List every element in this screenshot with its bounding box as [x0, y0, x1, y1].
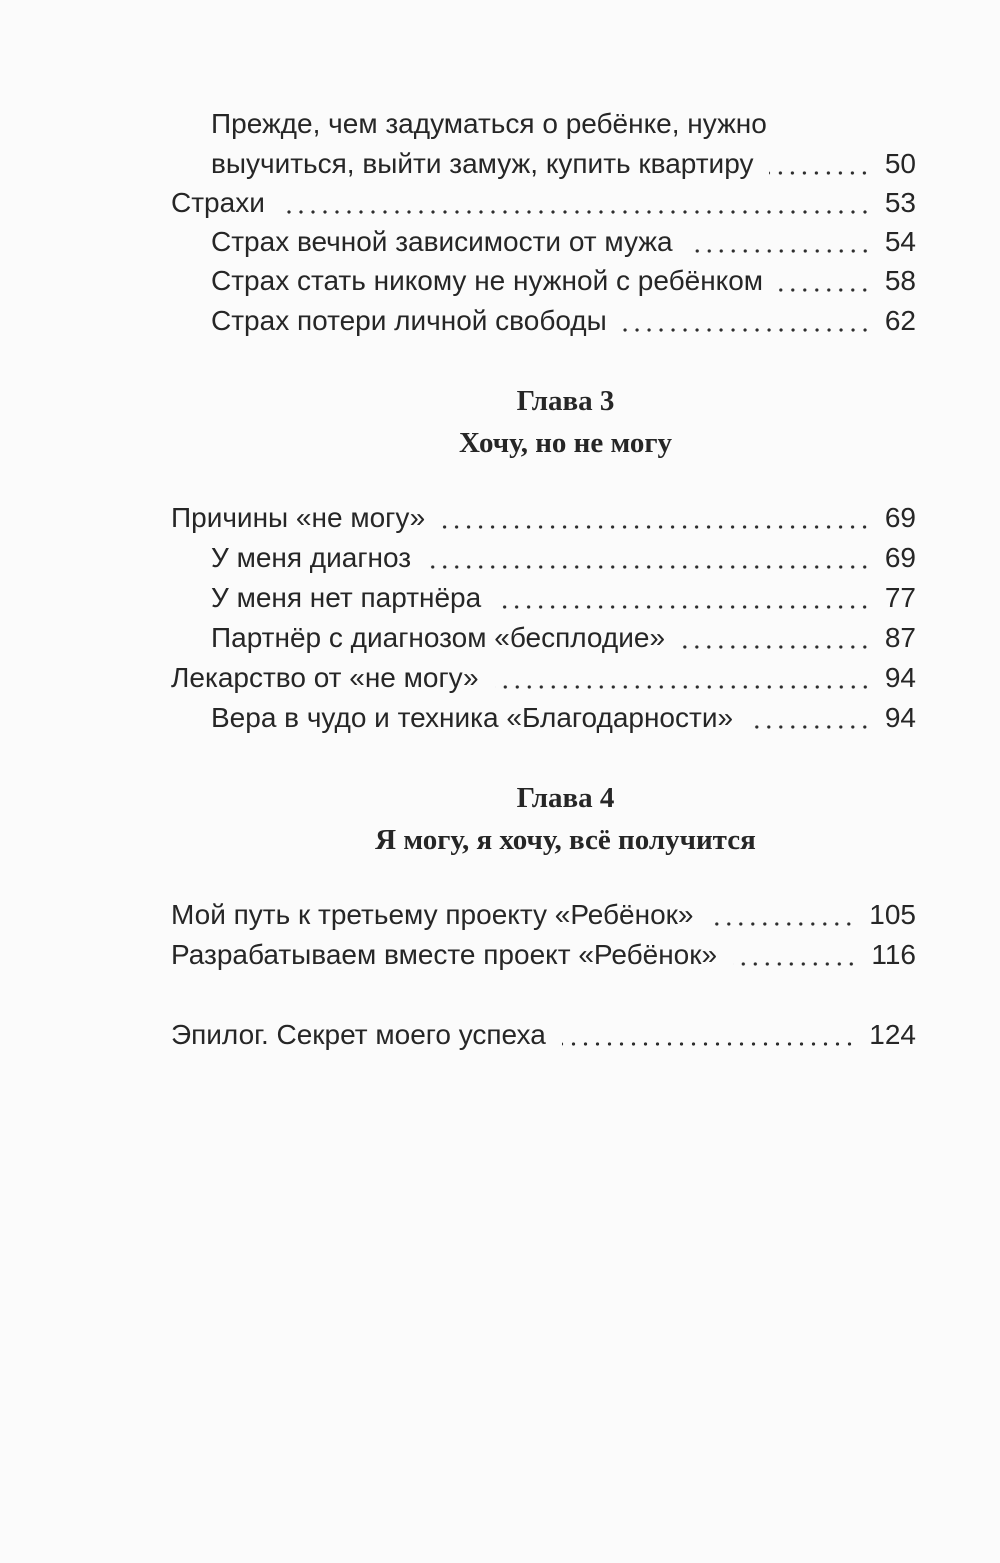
toc-entry-epilogue[interactable] — [171, 1015, 916, 1055]
dot-leader — [689, 247, 871, 255]
toc-entry[interactable] — [211, 222, 916, 262]
toc-page-number: 50 — [884, 148, 916, 179]
dot-leader — [749, 723, 871, 731]
toc-entry-title: Вера в чудо и техника «Благодарности» — [211, 702, 734, 733]
toc-entry-title: выучиться, выйти замуж, купить квартиру — [211, 148, 754, 179]
toc-entry[interactable] — [171, 498, 916, 538]
toc-entry-title: Страхи — [171, 187, 265, 218]
toc-page-number: 116 — [871, 939, 916, 970]
toc-page-number: 105 — [869, 899, 916, 930]
toc-entry[interactable] — [211, 301, 916, 341]
dot-leader — [427, 563, 871, 571]
toc-page-number: 124 — [869, 1019, 916, 1050]
dot-leader — [681, 643, 871, 651]
dot-leader — [495, 683, 871, 691]
chapter-label: Глава 4 — [516, 782, 615, 814]
toc-page-number: 94 — [884, 702, 916, 733]
toc-entry[interactable] — [211, 144, 916, 184]
toc-entry-title: Разрабатываем вместе проект «Ребёнок» — [171, 939, 718, 970]
dot-leader — [497, 603, 871, 611]
toc-entry-title: Мой путь к третьему проекту «Ребёнок» — [171, 899, 694, 930]
toc-entry[interactable] — [171, 935, 916, 975]
toc-entry-title: Страх стать никому не нужной с ребёнком — [211, 265, 764, 296]
dot-leader — [779, 286, 871, 294]
toc-entry-title: Эпилог. Секрет моего успеха — [171, 1019, 546, 1050]
toc-page-number: 54 — [884, 226, 916, 257]
toc-entry-title: У меня нет партнёра — [211, 582, 482, 613]
toc-entry[interactable] — [211, 261, 916, 301]
toc-page-number: 62 — [884, 305, 916, 336]
toc-entry[interactable] — [211, 698, 916, 738]
dot-leader — [769, 169, 870, 177]
toc-entry-title: У меня диагноз — [211, 542, 412, 573]
toc-page-number: 87 — [884, 622, 916, 653]
toc-entry[interactable] — [171, 183, 916, 223]
toc-entry[interactable] — [211, 618, 916, 658]
toc-entry[interactable] — [211, 538, 916, 578]
dot-leader — [562, 1040, 856, 1048]
toc-page-number: 58 — [884, 265, 916, 296]
chapter-heading — [0, 381, 1000, 463]
toc-entry-title: Партнёр с диагнозом «бесплодие» — [211, 622, 666, 653]
toc-page-number: 69 — [884, 502, 916, 533]
chapter-title: Я могу, я хочу, всё получится — [375, 824, 756, 856]
toc-entry-title: Страх вечной зависимости от мужа — [211, 226, 673, 257]
dot-leader — [441, 523, 871, 531]
toc-page-number: 77 — [884, 582, 916, 613]
chapter-title: Хочу, но не могу — [458, 427, 673, 459]
toc-page-number: 53 — [884, 187, 916, 218]
toc-entry-title: Лекарство от «не могу» — [171, 662, 479, 693]
toc-entry-title: Страх потери личной свободы — [211, 305, 607, 336]
toc-page-number: 94 — [884, 662, 916, 693]
toc-page-number: 69 — [884, 542, 916, 573]
toc-entry[interactable] — [171, 895, 916, 935]
chapter-label: Глава 3 — [516, 385, 615, 417]
dot-leader — [623, 326, 871, 334]
dot-leader — [709, 920, 855, 928]
dot-leader — [733, 960, 857, 968]
toc-entry-title: Причины «не могу» — [171, 502, 426, 533]
toc-entry[interactable] — [211, 578, 916, 618]
chapter-heading — [0, 778, 1000, 860]
dot-leader — [281, 208, 871, 216]
toc-entry[interactable] — [171, 658, 916, 698]
toc-entry-title-line1: Прежде, чем задуматься о ребёнке, нужно — [211, 108, 767, 139]
